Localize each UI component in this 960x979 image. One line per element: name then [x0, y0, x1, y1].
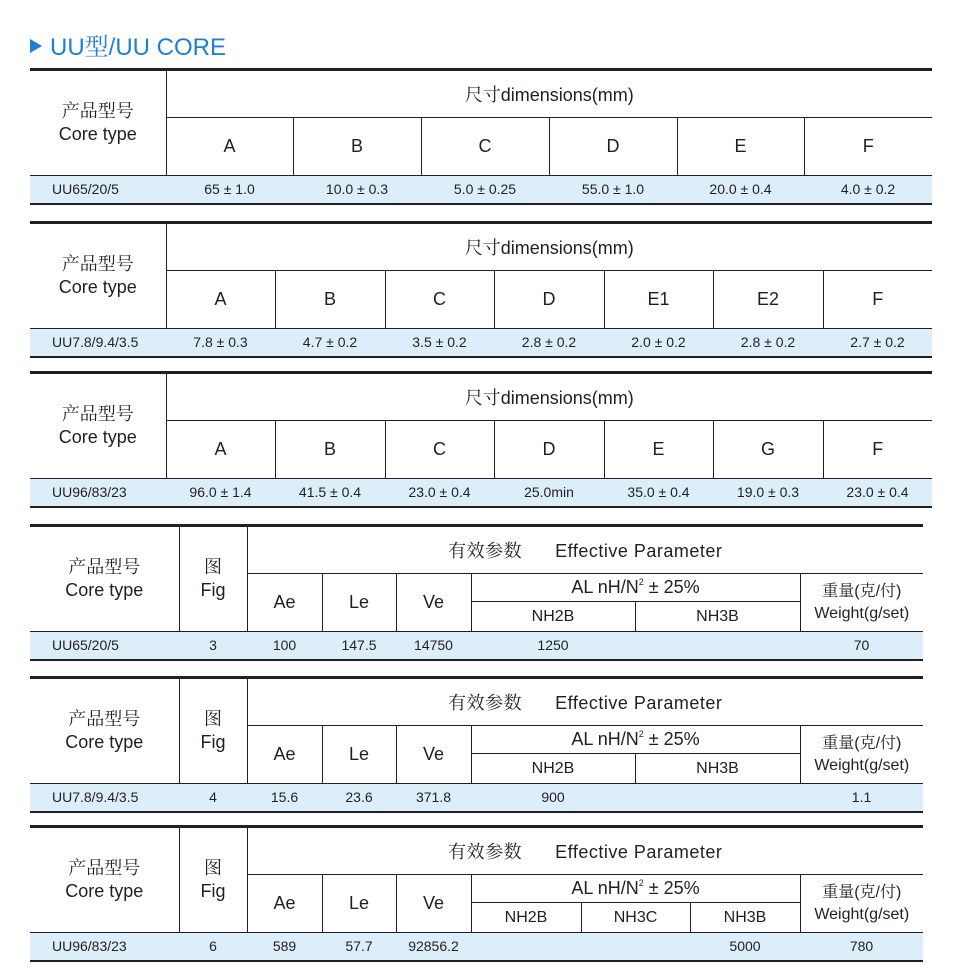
- fig-cell: 3: [179, 632, 247, 660]
- weight-header: 重量(克/付) Weight(g/set): [800, 574, 923, 632]
- weight-cell: 1.1: [800, 784, 923, 812]
- ae-header: Ae: [247, 726, 322, 784]
- model-cell: UU65/20/5: [30, 176, 166, 204]
- value-cell: 3.5 ± 0.2: [385, 329, 494, 357]
- column-header: C: [385, 271, 494, 329]
- value-cell: 55.0 ± 1.0: [549, 176, 677, 204]
- material-header: NH3B: [635, 754, 800, 784]
- column-header: F: [823, 421, 932, 479]
- dimensions-header: 尺寸dimensions(mm): [166, 373, 932, 421]
- le-cell: 147.5: [322, 632, 396, 660]
- column-header: B: [275, 421, 385, 479]
- ve-header: Ve: [396, 574, 471, 632]
- material-header: NH2B: [471, 754, 635, 784]
- al-cell: [471, 933, 581, 961]
- column-header: C: [385, 421, 494, 479]
- column-header: B: [293, 118, 421, 176]
- core-type-header: 产品型号 Core type: [30, 526, 179, 632]
- column-header: E1: [604, 271, 713, 329]
- parameter-table-1: [30, 524, 923, 661]
- al-cell: 1250: [471, 632, 635, 660]
- fig-header: 图 Fig: [179, 678, 247, 784]
- weight-header: 重量(克/付) Weight(g/set): [800, 726, 923, 784]
- table-row: [30, 176, 932, 204]
- ae-cell: 100: [247, 632, 322, 660]
- al-header: AL $nH/N^2 \pm 25\%$: [471, 726, 800, 754]
- value-cell: 20.0 ± 0.4: [677, 176, 804, 204]
- le-cell: 23.6: [322, 784, 396, 812]
- value-cell: 65 ± 1.0: [166, 176, 293, 204]
- column-header: G: [713, 421, 823, 479]
- column-header: F: [804, 118, 932, 176]
- value-cell: 2.7 ± 0.2: [823, 329, 932, 357]
- column-header: E: [677, 118, 804, 176]
- dimension-table-3: [30, 371, 932, 508]
- fig-cell: 4: [179, 784, 247, 812]
- core-type-header: 产品型号 Core type: [30, 373, 166, 479]
- le-header: Le: [322, 726, 396, 784]
- weight-cell: 70: [800, 632, 923, 660]
- dimension-table-2: [30, 221, 932, 358]
- le-cell: 57.7: [322, 933, 396, 961]
- core-type-header: 产品型号 Core type: [30, 70, 166, 176]
- ae-header: Ae: [247, 574, 322, 632]
- model-cell: UU7.8/9.4/3.5: [30, 784, 179, 812]
- value-cell: 23.0 ± 0.4: [385, 479, 494, 507]
- table-row: [30, 329, 932, 357]
- column-header: B: [275, 271, 385, 329]
- effective-parameter-header: 有效参数 Effective Parameter: [247, 678, 923, 726]
- column-header: A: [166, 271, 275, 329]
- al-cell: [635, 784, 800, 812]
- column-header: D: [494, 421, 604, 479]
- effective-parameter-header: 有效参数 Effective Parameter: [247, 827, 923, 875]
- ve-cell: 14750: [396, 632, 471, 660]
- dimensions-header: 尺寸dimensions(mm): [166, 223, 932, 271]
- model-cell: UU96/83/23: [30, 479, 166, 507]
- table-row: [30, 632, 923, 660]
- value-cell: 2.0 ± 0.2: [604, 329, 713, 357]
- column-header: C: [421, 118, 549, 176]
- material-header: NH3B: [690, 903, 800, 933]
- material-header: NH2B: [471, 602, 635, 632]
- table-row: [30, 933, 923, 961]
- fig-header: 图 Fig: [179, 827, 247, 933]
- ae-cell: 15.6: [247, 784, 322, 812]
- value-cell: 4.7 ± 0.2: [275, 329, 385, 357]
- page-title: UU型/UU CORE: [30, 27, 226, 62]
- value-cell: 7.8 ± 0.3: [166, 329, 275, 357]
- weight-header: 重量(克/付) Weight(g/set): [800, 875, 923, 933]
- column-header: E: [604, 421, 713, 479]
- core-type-header: 产品型号 Core type: [30, 827, 179, 933]
- value-cell: 10.0 ± 0.3: [293, 176, 421, 204]
- value-cell: 5.0 ± 0.25: [421, 176, 549, 204]
- value-cell: 2.8 ± 0.2: [494, 329, 604, 357]
- value-cell: 2.8 ± 0.2: [713, 329, 823, 357]
- weight-cell: 780: [800, 933, 923, 961]
- al-cell: 900: [471, 784, 635, 812]
- dimension-table-1: [30, 68, 932, 205]
- ve-cell: 371.8: [396, 784, 471, 812]
- fig-header: 图 Fig: [179, 526, 247, 632]
- model-cell: UU96/83/23: [30, 933, 179, 961]
- column-header: D: [494, 271, 604, 329]
- model-cell: UU65/20/5: [30, 632, 179, 660]
- material-header: NH3C: [581, 903, 690, 933]
- ve-cell: 92856.2: [396, 933, 471, 961]
- le-header: Le: [322, 574, 396, 632]
- value-cell: 41.5 ± 0.4: [275, 479, 385, 507]
- dimensions-header: 尺寸dimensions(mm): [166, 70, 932, 118]
- column-header: D: [549, 118, 677, 176]
- material-header: NH3B: [635, 602, 800, 632]
- column-header: A: [166, 118, 293, 176]
- table-row: [30, 784, 923, 812]
- value-cell: 96.0 ± 1.4: [166, 479, 275, 507]
- ve-header: Ve: [396, 726, 471, 784]
- al-cell: [635, 632, 800, 660]
- al-cell: [581, 933, 690, 961]
- table-row: [30, 479, 932, 507]
- core-type-header: 产品型号 Core type: [30, 223, 166, 329]
- le-header: Le: [322, 875, 396, 933]
- column-header: F: [823, 271, 932, 329]
- model-cell: UU7.8/9.4/3.5: [30, 329, 166, 357]
- value-cell: 35.0 ± 0.4: [604, 479, 713, 507]
- material-header: NH2B: [471, 903, 581, 933]
- play-triangle-icon: [30, 39, 42, 53]
- ae-cell: 589: [247, 933, 322, 961]
- ve-header: Ve: [396, 875, 471, 933]
- ae-header: Ae: [247, 875, 322, 933]
- al-cell: 5000: [690, 933, 800, 961]
- value-cell: 4.0 ± 0.2: [804, 176, 932, 204]
- al-header: AL $nH/N^2 \pm 25\%$: [471, 875, 800, 903]
- parameter-table-2: [30, 676, 923, 813]
- parameter-table-3: [30, 825, 923, 962]
- value-cell: 25.0min: [494, 479, 604, 507]
- value-cell: 19.0 ± 0.3: [713, 479, 823, 507]
- effective-parameter-header: 有效参数 Effective Parameter: [247, 526, 923, 574]
- value-cell: 23.0 ± 0.4: [823, 479, 932, 507]
- column-header: E2: [713, 271, 823, 329]
- al-header: AL $nH/N^2 \pm 25\%$: [471, 574, 800, 602]
- column-header: A: [166, 421, 275, 479]
- fig-cell: 6: [179, 933, 247, 961]
- core-type-header: 产品型号 Core type: [30, 678, 179, 784]
